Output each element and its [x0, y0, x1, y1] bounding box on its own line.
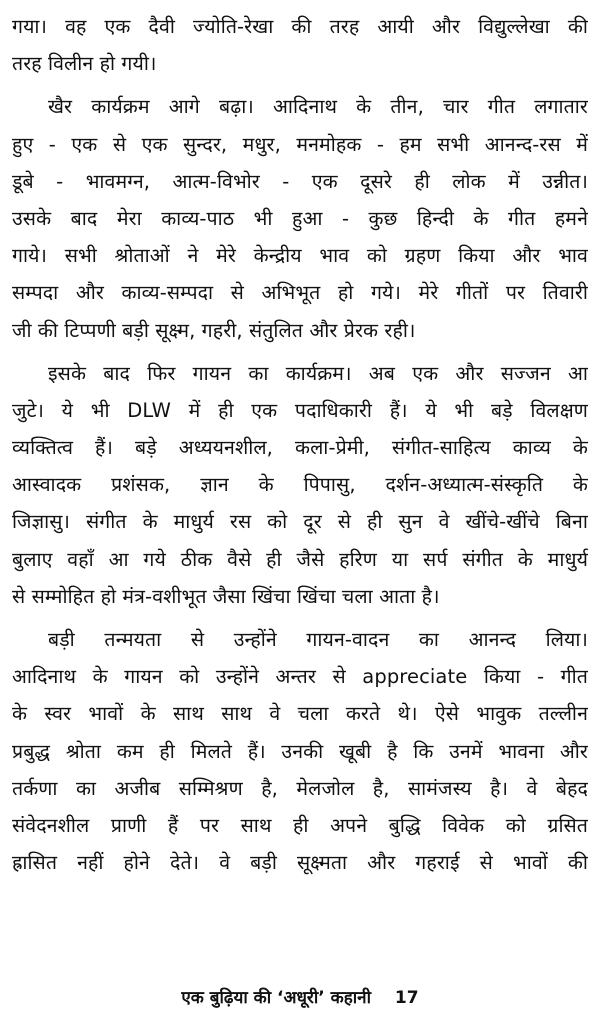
text-line: उसके बाद मेरा काव्य-पाठ भी हुआ - कुछ हिन्दी के गीत हमने — [12, 206, 588, 230]
text-line: खैर कार्यक्रम आगे बढ़ा। आदिनाथ के तीन, चार गीत लगातार — [48, 95, 588, 119]
text-line: सम्पदा और काव्य-सम्पदा से अभिभूत हो गये। मेरे गीतों पर तिवारी — [12, 281, 588, 305]
text-line: व्यक्तित्व हैं। बड़े अध्ययनशील, कला-प्रेमी, संगीत-साहित्य काव्य के — [12, 436, 588, 460]
page-number: 17 — [394, 988, 419, 1008]
text-line: बुलाए वहाँ आ गये ठीक वैसे ही जैसे हरिण या सर्प संगीत के माधुर्य — [12, 547, 588, 571]
text-line: आस्वादक प्रशंसक, ज्ञान के पिपासु, दर्शन-अध्यात्म-संस्कृति के — [12, 473, 588, 497]
text-line: तर्कणा का अजीब सम्मिश्रण है, मेलजोल है, सामंजस्य है। वे बेहद — [12, 776, 588, 800]
text-line: हुए - एक से एक सुन्दर, मधुर, मनमोहक - हम सभी आनन्द-रस में — [12, 132, 588, 156]
text-line: जी की टिप्पणी बड़ी सूक्ष्म, गहरी, संतुलित और प्रेरक रही। — [12, 318, 416, 342]
text-line: गाये। सभी श्रोताओं ने मेरे केन्द्रीय भाव को ग्रहण किया और भाव — [12, 244, 588, 268]
text-line: आदिनाथ के गायन को उन्होंने अन्तर से appreciate किया - गीत — [12, 665, 588, 689]
text-line: जिज्ञासु। संगीत के माधुर्य रस को दूर से ही सुन वे खींचे-खींचे बिना — [12, 510, 588, 534]
text-line: बड़ी तन्मयता से उन्होंने गायन-वादन का आनन्द लिया। — [48, 628, 588, 651]
text-line: संवेदनशील प्राणी हैं पर साथ ही अपने बुद्धि विवेक को ग्रसित — [12, 813, 588, 837]
text-line: के स्वर भावों के साथ साथ वे चला करते थे। ऐसे भावुक तल्लीन — [12, 702, 588, 726]
page-footer — [0, 984, 600, 1012]
text-line: तरह विलीन हो गयी। — [12, 52, 157, 76]
text-line: डूबे - भावमग्न, आत्म-विभोर - एक दूसरे ही लोक में उन्नीत। — [12, 169, 588, 193]
running-title: एक बुढ़िया की ‘अधूरी’ कहानी — [181, 988, 371, 1008]
text-line: ह्रासित नहीं होने देते। वे बड़ी सूक्ष्मता और गहराई से भावों की — [12, 851, 588, 875]
text-line: जुटे। ये भी DLW में ही एक पदाधिकारी हैं। ये भी बड़े विलक्षण — [12, 398, 588, 422]
text-line: इसके बाद फिर गायन का कार्यक्रम। अब एक और सज्जन आ — [48, 361, 588, 385]
text-line: से सम्मोहित हो मंत्र-वशीभूत जैसा खिंचा खिंचा चला आता है। — [12, 584, 440, 608]
text-line: गया। वह एक दैवी ज्योति-रेखा की तरह आयी और विद्युल्लेखा की — [12, 15, 588, 38]
body-text — [12, 8, 588, 881]
text-line: प्रबुद्ध श्रोता कम ही मिलते हैं। उनकी खूबी है कि उनमें भावना और — [12, 739, 588, 763]
